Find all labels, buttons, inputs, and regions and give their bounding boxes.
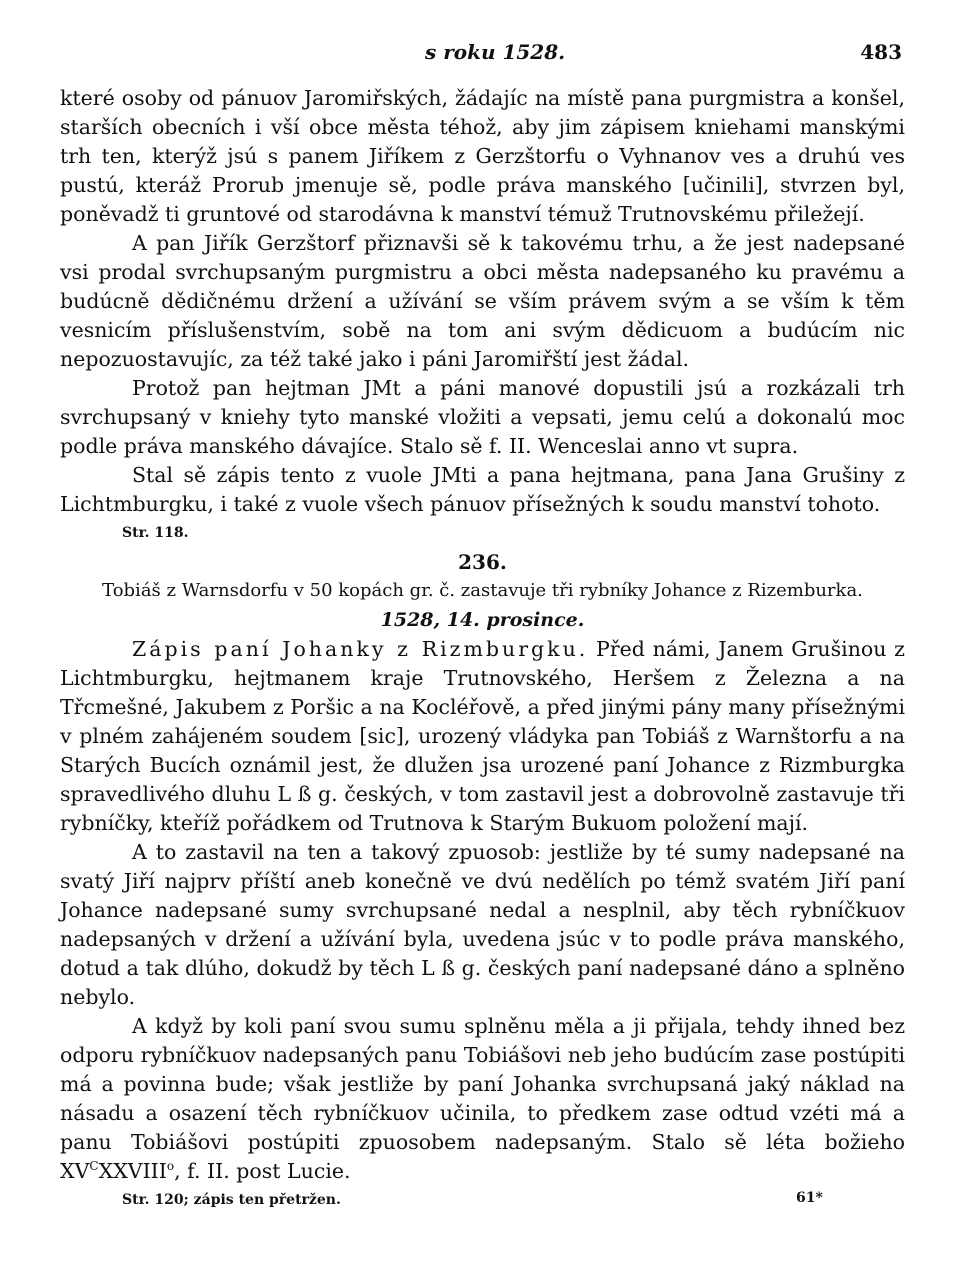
superscript-c: C — [89, 1159, 99, 1174]
paragraph-3: Protož pan hejtman JMt a páni manové dopustili jsú a rozkázali trh svrchupsaný v kniehy tyto manské vložiti a vepsati, jemu celú a dokonalú moc podle práva manského dávajíce. Stalo sě f. II. Wenceslai anno vt supra. — [60, 376, 905, 458]
document-title: Tobiáš z Warnsdorfu v 50 kopách gr. č. zastavuje tři rybníky Johance z Rizemburka. — [102, 580, 863, 601]
footnote-2: Str. 120; zápis ten přetržen. — [122, 1192, 341, 1208]
document-number: 236. — [458, 550, 507, 574]
body-text — [60, 84, 905, 1215]
paragraph-7-main: A když by koli paní svou sumu splněnu měla a ji přijala, tehdy ihned bez odporu rybníčkuov nadepsaných panu Tobiášovi neb jeho budúcím zase postúpiti má a povinna bude; však jestliže by paní Johanka svrchupsaná jaký náklad na násadu a osazení těch rybníčkuov učinila, to předkem zase odtud vzéti má a panu Tobiášovi postúpiti zpuosobem nadepsaným. Stalo sě léta božieho XV — [60, 1014, 905, 1183]
sheet-signature: 61* — [796, 1190, 823, 1206]
paragraph-4: Stal sě zápis tento z vuole JMti a pana hejtmana, pana Jana Grušiny z Lichtmburgku, i také z vuole všech pánuov přísežných k soudu manství tohoto. — [60, 463, 905, 516]
paragraph-6: A to zastavil na ten a takový zpuosob: jestliže by té sumy nadepsané na svatý Jiří najprv příští aneb konečně ve dvú nedělích po témž svatém Jiří paní Johance nadepsané sumy svrchupsané nedal a nesplnil, aby těch rybníčkuov nadepsaných v držení a užívání byla, uvedena jsúc v to podle práva manského, dotud a tak dlúho, dokudž by těch L ß g. českých paní nadepsané dáno a splněno nebylo. — [60, 840, 905, 1009]
paragraph-5-text: Před námi, Janem Grušinou z Lichtmburgku, hejtmanem kraje Trutnovského, Heršem z Železna a na Třcmešné, Jakubem z Poršic a na Kocléřově, a před jinými pány many přísežnými v plném zahájeném soudem [sic], urozený vládyka pan Tobiáš z Warnštorfu a na Starých Bucích oznámil jest, že dlužen jsa urozené paní Johance z Rizmburgka spravedlivého dluhu L ß g. českých, v tom zastavil jest a dobrovolně zastavuje tři rybníčky, kteříž pořádkem od Trutnova k Starým Bukuom položení mají. — [60, 637, 905, 835]
document-date: 1528, 14. prosince. — [380, 609, 585, 631]
paragraph-1: které osoby od pánuov Jaromiřských, žádajíc na místě pana purgmistra a konšel, starších obecních i vší obce města téhož, aby jim zápisem kniehami manskými trh ten, kterýž jsú s panem Jiříkem z Gerzštorfu o Vyhnanov ves a druhú ves pustú, kteráž Prorub jmenuje sě, podle práva manského [učinili], stvrzen byl, poněvadž ti gruntové od starodávna k manství témuž Trutnovskému přiležejí. — [60, 86, 905, 226]
page-number: 483 — [860, 40, 902, 64]
paragraph-7-year: XXVIII — [98, 1159, 167, 1183]
superscript-o: o — [166, 1159, 175, 1174]
footnote-1: Str. 118. — [122, 525, 189, 541]
running-title: s roku 1528. — [425, 40, 566, 64]
paragraph-2: A pan Jiřík Gerzštorf přiznavši sě k takovému trhu, a že jest nadepsané vsi prodal svrchupsaným purgmistru a obci města nadepsaného ku pravému a budúcně dědičnému držení a užívání se vším právem svým a se vším k těm vesnicím příslušenstvím, sobě na tom ani svým dědicuom a budúcím nic nepozuostavujíc, za též také jako i páni Jaromiřští jest žádal. — [60, 231, 905, 371]
running-head — [0, 40, 960, 70]
paragraph-5 — [60, 635, 905, 838]
record-heading: Zápis paní Johanky z Rizmburgku. — [132, 637, 589, 661]
paragraph-7 — [60, 1012, 905, 1186]
paragraph-7-end: , f. II. post Lucie. — [174, 1159, 351, 1183]
